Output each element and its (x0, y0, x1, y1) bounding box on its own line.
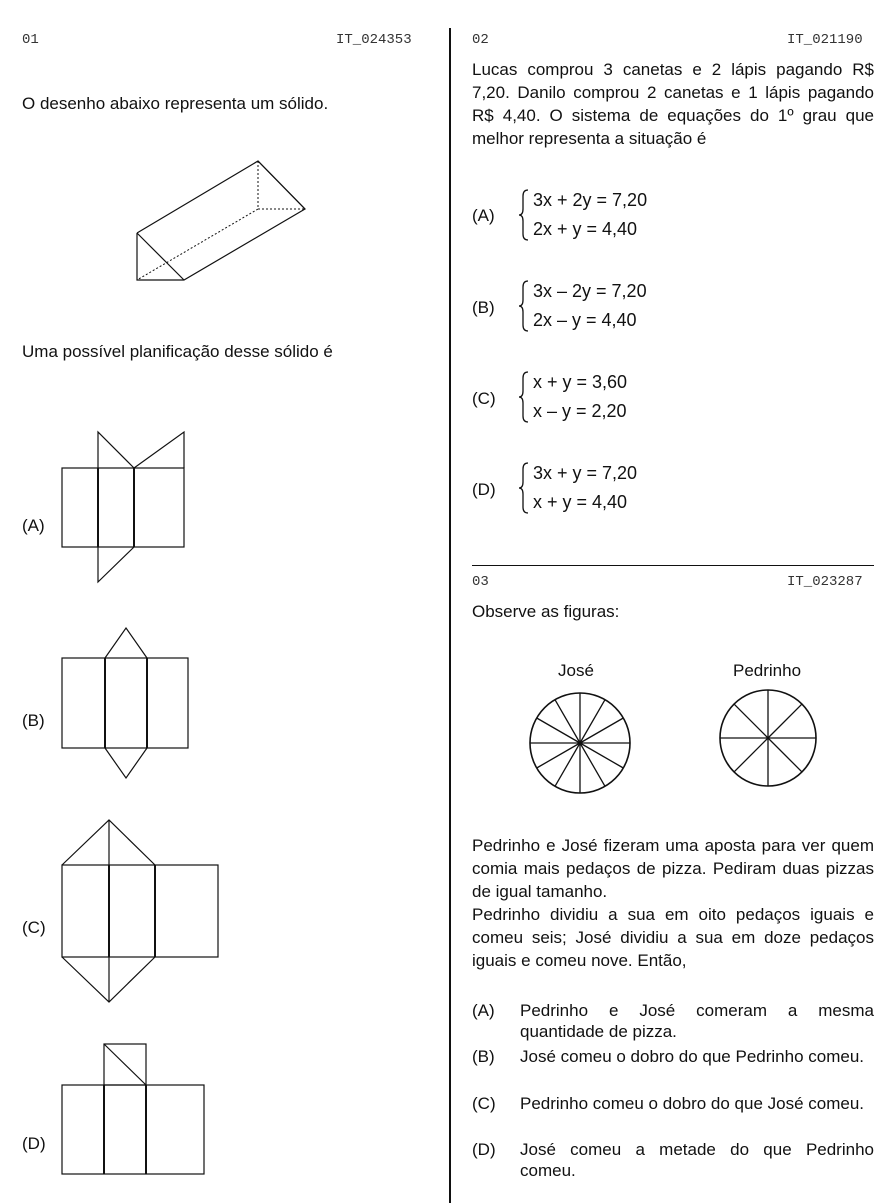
q1-number: 01 (22, 32, 39, 48)
q3-option-c-text: Pedrinho comeu o dobro do que José comeu. (520, 1094, 865, 1113)
q1-option-b-label[interactable]: (B) (22, 711, 45, 730)
pizza-pedrinho-slice-line (734, 738, 768, 772)
q2-code: IT_021190 (787, 32, 863, 48)
q2-option-a-label[interactable]: (A) (472, 206, 495, 225)
q1-option-a-label[interactable]: (A) (22, 516, 45, 535)
pizza-pedrinho-slice-line (768, 738, 802, 772)
q3-option-d-label: (D) (472, 1140, 496, 1159)
q3-option-c[interactable] (472, 1093, 874, 1135)
q3-option-b[interactable] (472, 1046, 874, 1088)
pizza-pedrinho-slice-line (768, 704, 802, 738)
pizza-pedrinho-slice-line (734, 704, 768, 738)
q2-option-b-eq2: 2x – y = 4,40 (533, 310, 637, 330)
q2-option-d-eq2: x + y = 4,40 (533, 492, 628, 512)
q3-text2: Pedrinho dividiu a sua em oito pedaços iguais e comeu seis; José dividiu a sua em doze pedaços iguais e comeu nove. Então, (472, 905, 874, 970)
q1-option-d-label[interactable]: (D) (22, 1134, 46, 1153)
q2-option-c-eq2: x – y = 2,20 (533, 401, 627, 421)
q3-option-c-label: (C) (472, 1094, 496, 1113)
q2-option-d-eq1: 3x + y = 7,20 (533, 463, 638, 483)
q3-number: 03 (472, 574, 489, 590)
q3-option-a[interactable] (472, 1000, 874, 1042)
q3-code: IT_023287 (787, 574, 863, 590)
label-jose: José (558, 661, 594, 680)
q3-option-b-text: José comeu o dobro do que Pedrinho comeu. (520, 1047, 865, 1066)
q2-option-a-eq1: 3x + 2y = 7,20 (533, 190, 648, 210)
q2-option-c-eq1: x + y = 3,60 (533, 372, 628, 392)
q3-text1: Pedrinho e José fizeram uma aposta para ver quem comia mais pedaços de pizza. Pediram duas pizzas de igual tamanho. (472, 836, 874, 901)
q2-option-b-label[interactable]: (B) (472, 298, 495, 317)
q3-intro: Observe as figuras: (472, 602, 620, 621)
q2-option-a-eq2: 2x + y = 4,40 (533, 219, 638, 239)
q1-option-c-label[interactable]: (C) (22, 918, 46, 937)
label-pedrinho: Pedrinho (733, 661, 802, 680)
q3-option-d[interactable] (472, 1139, 874, 1181)
q3-option-a-label: (A) (472, 1001, 495, 1020)
q3-option-b-label: (B) (472, 1047, 495, 1066)
q2-option-d-label[interactable]: (D) (472, 480, 496, 499)
q2-option-c-label[interactable]: (C) (472, 389, 496, 408)
q2-option-b-eq1: 3x – 2y = 7,20 (533, 281, 647, 301)
q3-option-d-text: José comeu a metade do que Pedrinho comeu. (520, 1140, 874, 1180)
q1-question: Uma possível planificação desse sólido é (22, 342, 333, 361)
q2-number: 02 (472, 32, 489, 48)
q1-statement: O desenho abaixo representa um sólido. (22, 94, 329, 113)
q2-statement: Lucas comprou 3 canetas e 2 lápis pagando R$ 7,20. Danilo comprou 2 canetas e 1 lápis pagando R$ 4,40. O sistema de equações do 1º grau que melhor representa a situação é (472, 60, 874, 148)
q1-code: IT_024353 (336, 32, 412, 48)
q3-option-a-text: Pedrinho e José comeram a mesma quantidade de pizza. (520, 1001, 874, 1041)
